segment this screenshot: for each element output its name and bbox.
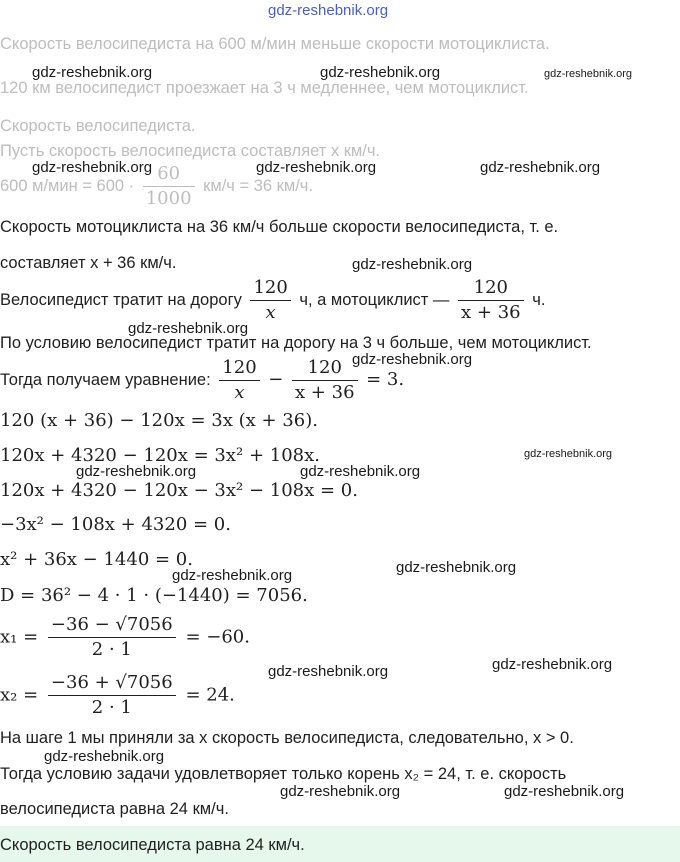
equation-frac-2-den: x + 36 xyxy=(294,382,355,403)
eq-2: 120x + 4320 − 120x = 3x² + 108x. xyxy=(0,445,320,466)
given-line-2: 120 км велосипедист проезжает на 3 ч медленнее, чем мотоциклист. xyxy=(0,79,529,97)
root-1-rhs: = −60. xyxy=(185,626,250,648)
equation-end: = 3. xyxy=(366,368,405,390)
time-line-start: Велосипедист тратит на дорогу xyxy=(0,290,242,309)
equation-frac-1-den: x xyxy=(234,382,245,403)
root-2 xyxy=(0,671,235,720)
watermark: gdz-reshebnik.org xyxy=(504,783,625,800)
watermark: gdz-reshebnik.org xyxy=(44,748,165,765)
watermark: gdz-reshebnik.org xyxy=(32,159,153,176)
watermark: gdz-reshebnik.org xyxy=(544,68,633,80)
watermark: gdz-reshebnik.org xyxy=(76,463,197,480)
time-frac-2-num: 120 xyxy=(458,276,524,301)
root-2-rhs: = 24. xyxy=(185,684,235,706)
watermark: gdz-reshebnik.org xyxy=(492,656,613,673)
time-frac-2 xyxy=(458,276,524,325)
equation-minus: − xyxy=(268,368,284,390)
watermark: gdz-reshebnik.org xyxy=(352,351,473,368)
time-line-end: ч. xyxy=(532,290,546,309)
given-line-3: Скорость велосипедиста. xyxy=(0,117,196,135)
given-line-5-left: 600 м/мин = 600 · xyxy=(0,176,135,195)
eq-5: x² + 36x − 1440 = 0. xyxy=(0,549,193,570)
eq-1: 120 (x + 36) − 120x = 3x (x + 36). xyxy=(0,410,318,431)
root-2-lhs: x₂ = xyxy=(0,684,39,706)
equation-line xyxy=(0,356,404,405)
equation-frac-1-num: 120 xyxy=(219,356,259,381)
answer-text: Скорость велосипедиста равна 24 км/ч. xyxy=(0,836,305,854)
eq-3: 120x + 4320 − 120x − 3x² − 108x = 0. xyxy=(0,480,358,501)
eq-6: D = 36² − 4 · 1 · (−1440) = 7056. xyxy=(0,585,308,606)
eq-4: −3x² − 108x + 4320 = 0. xyxy=(0,514,231,535)
note-line-2: Тогда условию задачи удовлетворяет только корень x₂ = 24, т. е. скорость xyxy=(0,765,567,783)
watermark: gdz-reshebnik.org xyxy=(352,256,473,273)
watermark: gdz-reshebnik.org xyxy=(280,783,401,800)
watermark: gdz-reshebnik.org xyxy=(480,159,601,176)
watermark: gdz-reshebnik.org xyxy=(396,559,517,576)
root-1 xyxy=(0,613,250,662)
given-fraction-den: 1000 xyxy=(145,188,192,209)
given-line-1: Скорость велосипедиста на 600 м/мин меньше скорости мотоциклиста. xyxy=(0,35,550,53)
time-frac-2-den: x + 36 xyxy=(461,302,521,323)
root-1-lhs: x₁ = xyxy=(0,626,39,648)
note-line-3: велосипедиста равна 24 км/ч. xyxy=(0,800,229,818)
watermark: gdz-reshebnik.org xyxy=(32,64,153,81)
time-line xyxy=(0,276,545,325)
root-1-den: 2 · 1 xyxy=(91,639,132,660)
answer-box xyxy=(0,826,680,862)
time-frac-1-den: x xyxy=(265,302,276,323)
root-1-num: −36 − √7056 xyxy=(48,613,176,638)
watermark: gdz-reshebnik.org xyxy=(300,463,421,480)
root-2-num: −36 + √7056 xyxy=(48,671,176,696)
condition-line: По условию велосипедист тратит на дорогу на 3 ч больше, чем мотоциклист. xyxy=(0,334,592,352)
equation-start: Тогда получаем уравнение: xyxy=(0,370,211,389)
root-2-frac xyxy=(48,671,176,720)
equation-frac-2-num: 120 xyxy=(292,356,358,381)
watermark: gdz-reshebnik.org xyxy=(256,159,377,176)
moto-line-1: Скорость мотоциклиста на 36 км/ч больше скорости велосипедиста, т. е. xyxy=(0,218,559,236)
moto-line-2: составляет x + 36 км/ч. xyxy=(0,254,177,272)
header-watermark: gdz-reshebnik.org xyxy=(268,2,389,19)
watermark: gdz-reshebnik.org xyxy=(172,567,293,584)
watermark: gdz-reshebnik.org xyxy=(524,448,613,460)
equation-frac-2 xyxy=(292,356,358,405)
root-2-den: 2 · 1 xyxy=(91,697,132,718)
given-line-4: Пусть скорость велосипедиста составляет x км/ч. xyxy=(0,142,381,160)
time-frac-1-num: 120 xyxy=(250,276,290,301)
watermark: gdz-reshebnik.org xyxy=(320,64,441,81)
given-fraction-num: 60 xyxy=(143,162,195,187)
watermark: gdz-reshebnik.org xyxy=(268,663,389,680)
note-line-1: На шаге 1 мы приняли за x скорость велосипедиста, следовательно, x > 0. xyxy=(0,729,574,747)
given-line-5-right: км/ч = 36 км/ч. xyxy=(203,176,313,195)
time-frac-1 xyxy=(250,276,290,325)
root-1-frac xyxy=(48,613,176,662)
time-line-middle: ч, а мотоциклист — xyxy=(299,290,450,309)
equation-frac-1 xyxy=(219,356,259,405)
watermark: gdz-reshebnik.org xyxy=(128,320,249,337)
